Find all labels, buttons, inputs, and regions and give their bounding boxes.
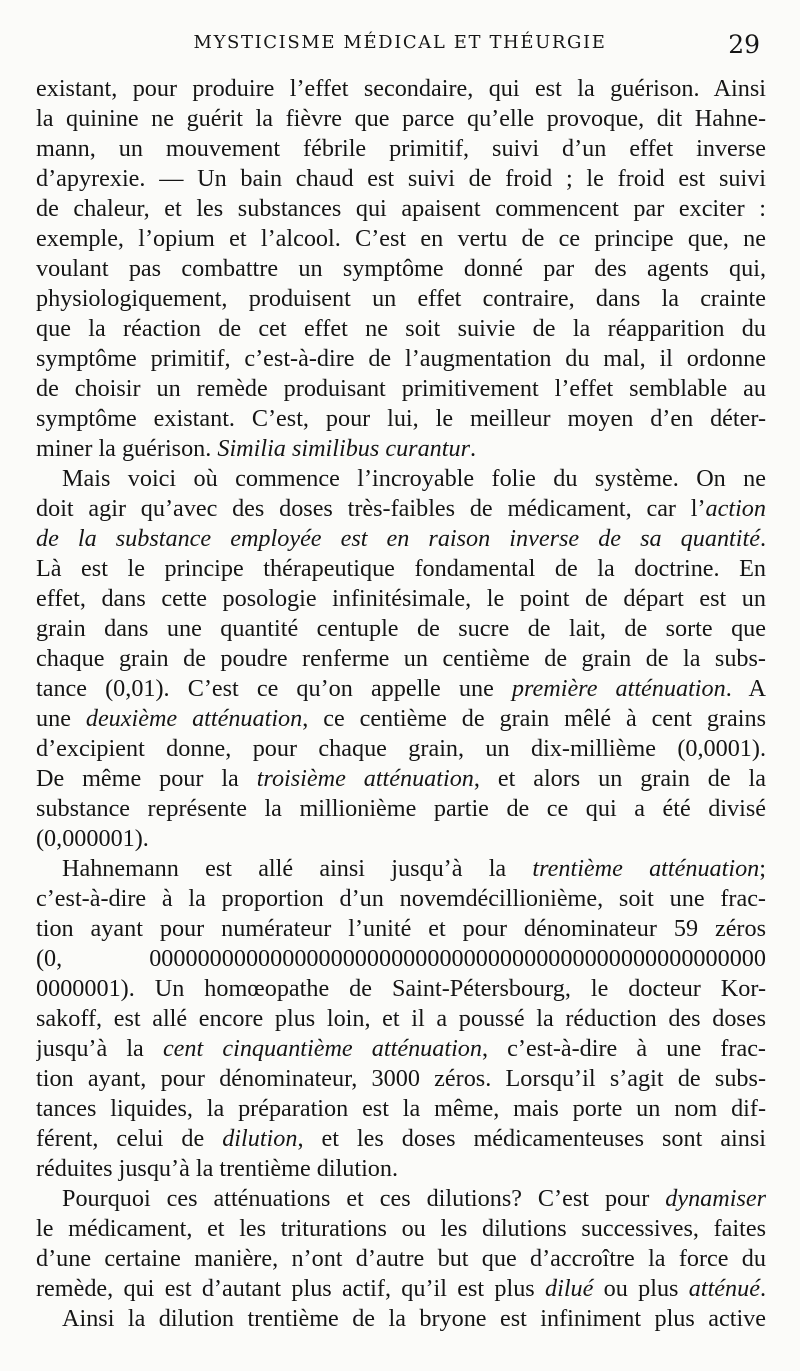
line-text: sakoff, est allé encore plus loin, et il a poussé la réduction des doses: [36, 1005, 766, 1032]
line-text: substance représente la millionième partie de ce qui a été divisé: [36, 795, 766, 822]
text-line: [36, 1004, 766, 1034]
text-line: [36, 1244, 766, 1274]
line-text: miner la guérison.: [36, 435, 218, 462]
italic-phrase: deuxième atténuation: [85, 705, 303, 732]
italic-phrase: de la substance employée est en raison inverse de sa quantité: [36, 525, 760, 552]
text-line: [36, 194, 766, 224]
text-line: [36, 1214, 766, 1244]
line-text: 0000001). Un homœopathe de Saint-Pétersbourg, le docteur Kor-: [36, 975, 766, 1002]
text-line: [36, 164, 766, 194]
text-line: [36, 74, 766, 104]
line-text: tion ayant pour numérateur l’unité et pour dénominateur 59 zéros: [36, 915, 766, 942]
line-text: , c’est-à-dire à une frac-: [481, 1035, 766, 1062]
text-line: [36, 1154, 766, 1184]
text-line: [36, 494, 766, 524]
line-text: Mais voici où commence l’incroyable folie du système. On ne: [62, 465, 766, 492]
line-text: effet, dans cette posologie infinitésimale, le point de départ est un: [36, 585, 766, 612]
line-text: tion ayant, pour dénominateur, 3000 zéros. Lorsqu’il s’agit de subs-: [36, 1065, 766, 1092]
text-line: [36, 134, 766, 164]
italic-phrase: troisième atténuation: [256, 765, 474, 792]
italic-phrase: Similia similibus curantur: [217, 435, 471, 462]
line-text: férent, celui de: [36, 1125, 223, 1152]
line-text: doit agir qu’avec des doses très-faibles de médicament, car l’: [36, 495, 706, 522]
text-line: [36, 944, 766, 974]
text-line: [36, 974, 766, 1004]
line-text: d’apyrexie. — Un bain chaud est suivi de froid ; le froid est suivi: [36, 165, 766, 192]
line-text: Ainsi la dilution trentième de la bryone est infiniment plus active: [62, 1305, 766, 1332]
text-line: [36, 254, 766, 284]
line-text: symptôme primitif, c’est-à-dire de l’augmentation du mal, il ordonne: [36, 345, 766, 372]
italic-phrase: action: [705, 495, 766, 522]
text-line: [36, 704, 766, 734]
line-text: ;: [759, 855, 766, 882]
line-text: d’une certaine manière, n’ont d’autre but que d’accroître la force du: [36, 1245, 766, 1272]
text-line: [36, 1124, 766, 1154]
line-text: symptôme existant. C’est, pour lui, le meilleur moyen d’en déter-: [36, 405, 766, 432]
text-line: [36, 644, 766, 674]
italic-phrase: atténué: [688, 1275, 760, 1302]
line-text: . A: [725, 675, 766, 702]
line-text: d’excipient donne, pour chaque grain, un dix-millième (0,0001).: [36, 735, 766, 762]
italic-phrase: trentième atténuation: [532, 855, 760, 882]
italic-phrase: cent cinquantième atténuation: [162, 1035, 482, 1062]
line-text: que la réaction de cet effet ne soit suivie de la réapparition du: [36, 315, 766, 342]
line-text: Là est le principe thérapeutique fondamental de la doctrine. En: [36, 555, 766, 582]
text-line: [36, 854, 766, 884]
text-line: [36, 104, 766, 134]
text-line: [36, 1274, 766, 1304]
line-text: de choisir un remède produisant primitivement l’effet semblable au: [36, 375, 766, 402]
line-text: physiologiquement, produisent un effet contraire, dans la crainte: [36, 285, 766, 312]
italic-phrase: dilué: [545, 1275, 594, 1302]
text-line: [36, 1034, 766, 1064]
line-text: ou plus: [593, 1275, 689, 1302]
text-line: [36, 1094, 766, 1124]
line-text: De même pour la: [36, 765, 257, 792]
italic-phrase: dynamiser: [665, 1185, 766, 1212]
line-text: tance (0,01). C’est ce qu’on appelle une: [36, 675, 512, 702]
line-text: , et alors un grain de la: [473, 765, 766, 792]
line-text: de chaleur, et les substances qui apaisent commencent par exciter :: [36, 195, 766, 222]
line-text: remède, qui est d’autant plus actif, qu’il est plus: [36, 1275, 545, 1302]
text-line: [36, 404, 766, 434]
line-text: .: [759, 525, 766, 552]
text-line: [36, 584, 766, 614]
text-line: [36, 614, 766, 644]
line-text: .: [470, 435, 477, 462]
text-line: [36, 884, 766, 914]
text-line: [36, 434, 766, 464]
italic-phrase: première atténuation: [511, 675, 726, 702]
line-text: grain dans une quantité centuple de sucre de lait, de sorte que: [36, 615, 766, 642]
italic-phrase: dilution: [222, 1125, 298, 1152]
line-text: (0, 000000000000000000000000000000000000000000000000000: [36, 945, 766, 972]
line-text: , ce centième de grain mêlé à cent grains: [302, 705, 766, 732]
text-line: [36, 374, 766, 404]
text-line: [36, 1304, 766, 1334]
line-text: la quinine ne guérit la fièvre que parce qu’elle provoque, dit Hahne-: [36, 105, 766, 132]
text-line: [36, 764, 766, 794]
text-line: [36, 914, 766, 944]
line-text: réduites jusqu’à la trentième dilution.: [36, 1155, 399, 1182]
line-text: mann, un mouvement fébrile primitif, suivi d’un effet inverse: [36, 135, 766, 162]
line-text: chaque grain de poudre renferme un centième de grain de la subs-: [36, 645, 766, 672]
line-text: existant, pour produire l’effet secondaire, qui est la guérison. Ainsi: [36, 75, 766, 102]
line-text: voulant pas combattre un symptôme donné par des agents qui,: [36, 255, 766, 282]
line-text: jusqu’à la: [36, 1035, 163, 1062]
text-line: [36, 734, 766, 764]
text-line: [36, 1184, 766, 1214]
text-line: [36, 464, 766, 494]
text-line: [36, 674, 766, 704]
text-line: [36, 224, 766, 254]
running-head: [36, 32, 764, 62]
text-line: [36, 794, 766, 824]
line-text: Hahnemann est allé ainsi jusqu’à la: [62, 855, 533, 882]
line-text: une: [36, 705, 86, 732]
text-line: [36, 824, 766, 854]
line-text: Pourquoi ces atténuations et ces dilutions? C’est pour: [62, 1185, 666, 1212]
line-text: c’est-à-dire à la proportion d’un novemdécillionième, soit une frac-: [36, 885, 766, 912]
text-line: [36, 314, 766, 344]
body-text: [36, 74, 766, 1334]
text-line: [36, 554, 766, 584]
text-line: [36, 524, 766, 554]
text-line: [36, 1064, 766, 1094]
text-line: [36, 284, 766, 314]
line-text: , et les doses médicamenteuses sont ainsi: [297, 1125, 766, 1152]
line-text: exemple, l’opium et l’alcool. C’est en vertu de ce principe que, ne: [36, 225, 766, 252]
line-text: tances liquides, la préparation est la même, mais porte un nom dif-: [36, 1095, 766, 1122]
page-number: 29: [728, 30, 760, 59]
line-text: (0,000001).: [36, 825, 149, 852]
running-title: MYSTICISME MÉDICAL ET THÉURGIE: [193, 32, 607, 53]
line-text: le médicament, et les triturations ou les dilutions successives, faites: [36, 1215, 766, 1242]
text-line: [36, 344, 766, 374]
line-text: .: [759, 1275, 766, 1302]
